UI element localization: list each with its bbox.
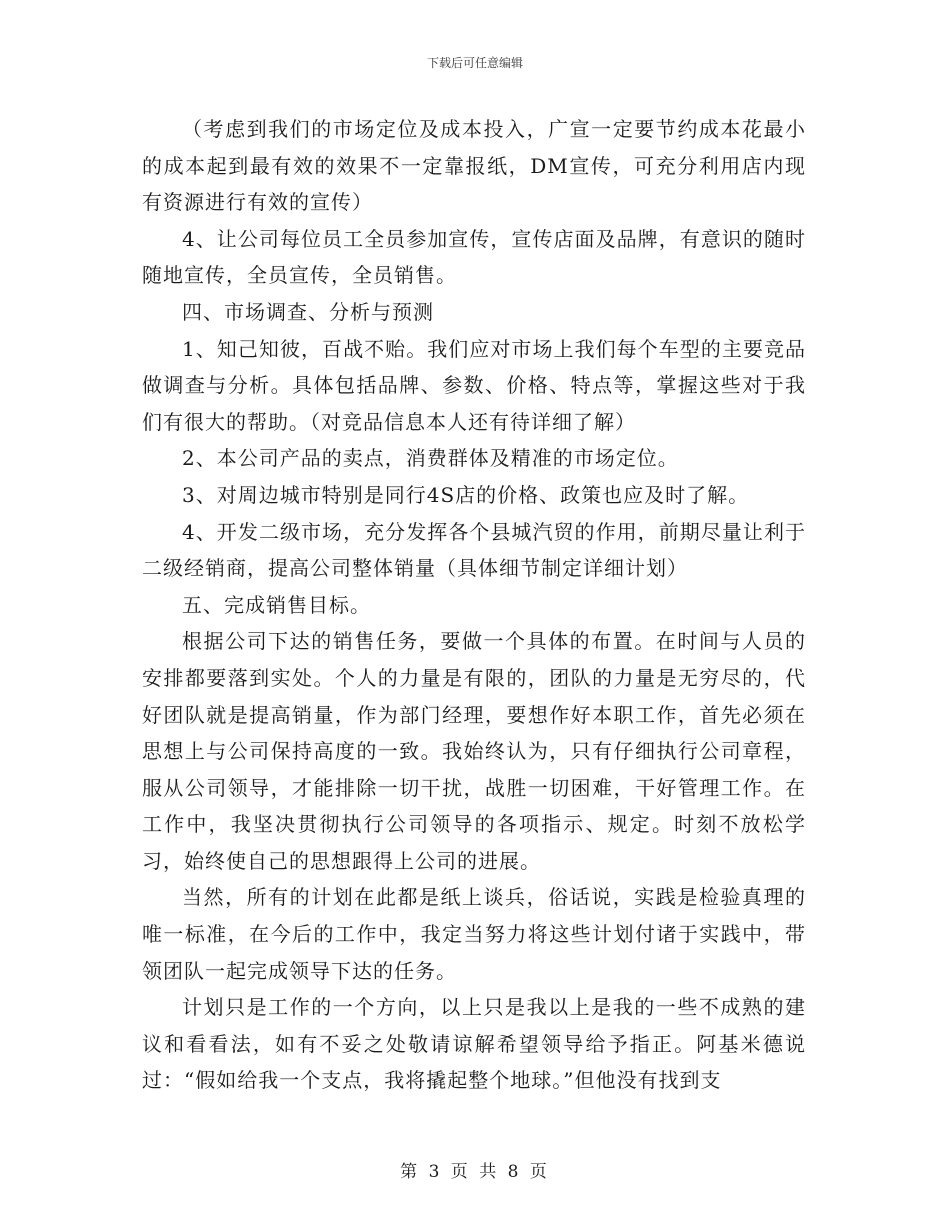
paragraph-publicity-note: （考虑到我们的市场定位及成本投入，广宣一定要节约成本花最小的成本起到最有效的效果不一定靠报纸，DM宣传，可充分利用店内现有资源进行有效的宣传） <box>142 117 806 215</box>
section-heading-market-research: 四、市场调查、分析与预测 <box>182 299 434 324</box>
document-body <box>142 111 806 1099</box>
page-header: 下载后可任意编辑 <box>426 56 523 70</box>
paragraph-staff-publicity: 4、让公司每位员工全员参加宣传，宣传店面及品牌，有意识的随时随地宣传，全员宣传，全员销售。 <box>142 226 806 288</box>
paragraph-secondary-market: 4、开发二级市场，充分发挥各个县城汽贸的作用，前期尽量让利于二级经销商，提高公司整体销量（具体细节制定详细计划） <box>142 519 806 581</box>
page-footer: 第 3 页 共 8 页 <box>400 1162 550 1182</box>
paragraph-selling-points: 2、本公司产品的卖点，消费群体及精准的市场定位。 <box>182 446 679 471</box>
paragraph-competitor-analysis: 1、知己知彼，百战不贻。我们应对市场上我们每个车型的主要竞品做调查与分析。具体包括品牌、参数、价格、特点等，掌握这些对于我们有很大的帮助。（对竞品信息本人还有待详细了解） <box>142 336 806 434</box>
paragraph-nearby-cities: 3、对周边城市特别是同行4S店的价格、政策也应及时了解。 <box>182 482 750 507</box>
paragraph-practice: 当然，所有的计划在此都是纸上谈兵，俗话说，实践是检验真理的唯一标准，在今后的工作中，我定当努力将这些计划付诸于实践中，带领团队一起完成领导下达的任务。 <box>142 885 806 983</box>
paragraph-closing: 计划只是工作的一个方向，以上只是我以上是我的一些不成熟的建议和看看法，如有不妥之处敬请谅解希望领导给予指正。阿基米德说过：“假如给我一个支点，我将撬起整个地球。”但他没有找到支 <box>142 995 806 1093</box>
paragraph-sales-task: 根据公司下达的销售任务，要做一个具体的布置。在时间与人员的安排都要落到实处。个人的力量是有限的，团队的力量是无穷尽的，代好团队就是提高销量，作为部门经理，要想作好本职工作，首先必须在思想上与公司保持高度的一致。我始终认为，只有仔细执行公司章程，服从公司领导，才能排除一切干扰，战胜一切困难，干好管理工作。在工作中，我坚决贯彻执行公司领导的各项指示、规定。时刻不放松学习，始终使自己的思想跟得上公司的进展。 <box>142 629 806 873</box>
section-heading-sales-target: 五、完成销售目标。 <box>182 592 371 617</box>
